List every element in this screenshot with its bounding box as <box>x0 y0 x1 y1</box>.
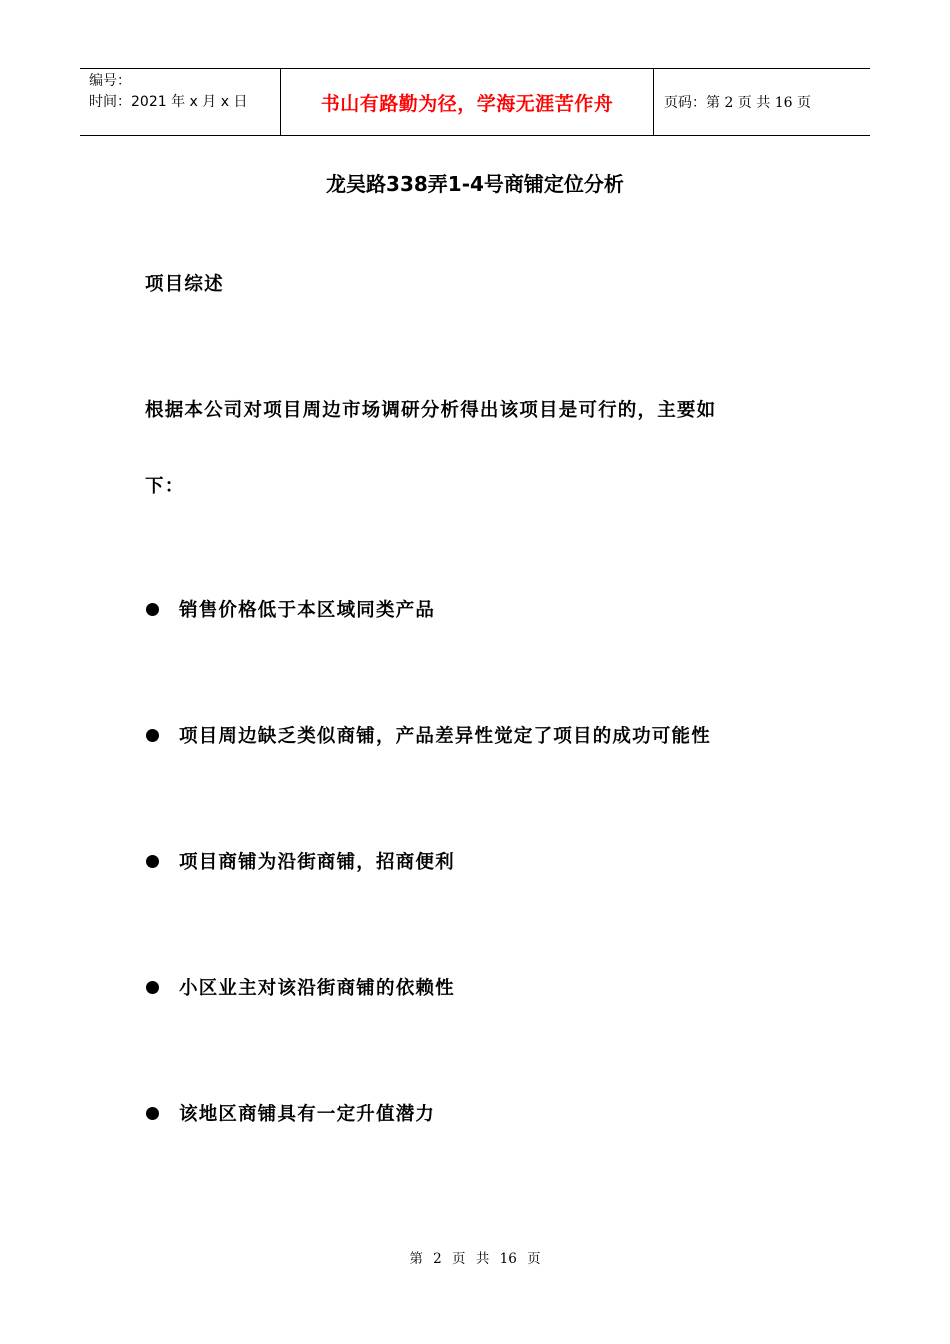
header-meta-cell <box>80 69 281 135</box>
bullet-dot-icon <box>146 1107 159 1120</box>
bullet-item <box>146 974 455 1000</box>
bullet-dot-icon <box>146 729 159 742</box>
bullet-text: 小区业主对该沿街商铺的依赖性 <box>179 978 455 999</box>
bullet-text: 销售价格低于本区域同类产品 <box>179 600 436 621</box>
bullet-item <box>146 596 435 622</box>
bullet-item <box>146 722 711 748</box>
page-info: 页码：第 2 页 共 16 页 <box>664 95 811 111</box>
number-label: 编号： <box>89 73 131 89</box>
page-title: 龙吴路338弄1-4号商铺定位分析 <box>326 172 624 196</box>
bullet-dot-icon <box>146 603 159 616</box>
bullet-text: 项目周边缺乏类似商铺，产品差异性觉定了项目的成功可能性 <box>179 726 711 747</box>
bullet-dot-icon <box>146 855 159 868</box>
bullet-dot-icon <box>146 981 159 994</box>
bullet-item <box>146 848 455 874</box>
bullet-text: 项目商铺为沿街商铺，招商便利 <box>179 852 455 873</box>
bullet-text: 该地区商铺具有一定升值潜力 <box>179 1104 436 1125</box>
paragraph-line: 下： <box>145 476 185 497</box>
bullet-item <box>146 1100 435 1126</box>
header-page-cell <box>654 69 870 135</box>
time-label: 时间：2021 年 x 月 x 日 <box>89 94 248 110</box>
header-motto-cell <box>281 69 654 135</box>
paragraph-line: 根据本公司对项目周边市场调研分析得出该项目是可行的，主要如 <box>145 400 717 421</box>
motto-text: 书山有路勤为径，学海无涯苦作舟 <box>320 92 614 115</box>
section-heading: 项目综述 <box>145 274 224 295</box>
header-table <box>80 68 870 136</box>
page-footer: 第 2 页 共 16 页 <box>409 1251 541 1267</box>
